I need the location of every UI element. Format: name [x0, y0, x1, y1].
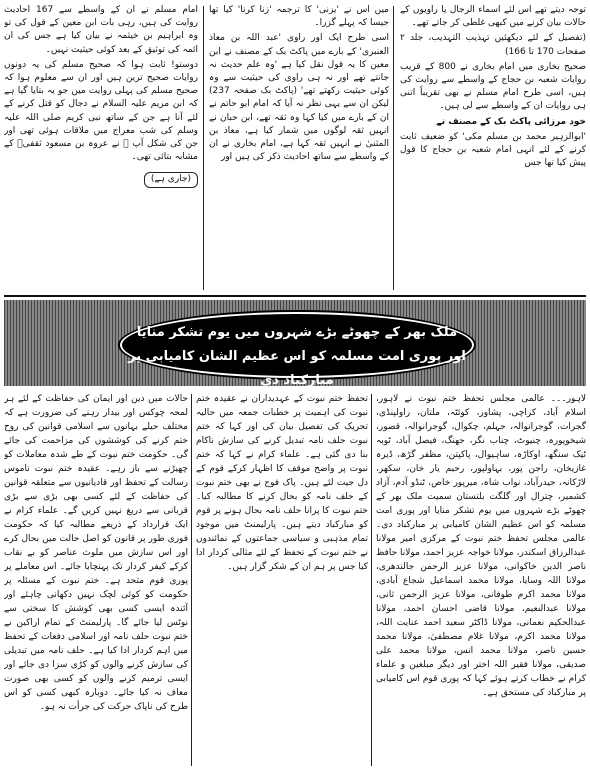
newspaper-page [4, 4, 586, 769]
article-column-right [376, 392, 586, 769]
paragraph: صحیح بخاری میں امام بخاری نے 800 کے قریب روایات شعبہ بن حجاج کے واسطے سے روایت کی ہیں، اسی طرح امام مسلم نے بھی تقریباً اتنی ہی روایات ان کے واسطے سے لی ہیں۔ [400, 61, 586, 112]
headline-line-1: ملک بھر کے چھوٹے بڑے شہروں میں یوم تشکر منایا [136, 325, 458, 340]
paragraph: 'ابوالزہیر محمد بن مسلم مکی' کو ضعیف ثابت کرنے کے لئے انہی امام شعبہ بن حجاج کا قول پیش کیا تھا جس [400, 131, 586, 169]
article-continuation [4, 4, 586, 294]
headline-oval [120, 312, 474, 388]
column-left [4, 4, 198, 294]
subheading: خود مرزائی پاکٹ بک کے مصنف نے [436, 116, 586, 127]
column-right [400, 4, 586, 294]
continued-label: (جاری ہے) [144, 172, 198, 187]
paragraph: لاہور۔۔۔ عالمی مجلس تحفظ ختم نبوت نے لاہور، اسلام آباد، کراچی، پشاور، کوئٹہ، ملتان، راولپنڈی، گجرات، گوجرانوالہ، جہلم، چکوال، گوجرانوالہ، قصور، شیخوپورہ، چنیوٹ، چناب نگر، جھنگ، فیصل آباد، ٹوبہ ٹیک سنگھ، اوکاڑہ، ساہیوال، پاکپتن، مظفر گڑھ، ڈیرہ غازیخان، راجن پور، بہاولپور، رحیم یار خان، سکھر، لاڑکانہ، حیدرآباد، نواب شاہ، میرپور خاص، ٹنڈو آدم، آزاد کشمیر، چترال اور گلگت بلتستان سمیت ملک بھر کے چھوٹے بڑے شہروں میں یوم تشکر منایا اور پوری امت مسلمہ کو اس عظیم الشان کامیابی پر مبارکباد دی۔ عالمی مجلس تحفظ ختم نبوت کے مرکزی امیر مولانا عبدالرزاق اسکندر، مولانا خواجہ عزیز احمد، مولانا حافظ ناصر الدین خاکوانی، مولانا عزیز الرحمن جالندھری، مولانا اللہ وسایا، مولانا محمد اسماعیل شجاع آبادی، مولانا محمد اکرم طوفانی، مولانا عزیز الرحمن ثانی، مولانا عبدالنعیم، مولانا قاضی احسان احمد، مولانا عبدالحکیم نعمانی، مولانا ڈاکٹر سعید احمد عنایت اللہ، مولانا محمد اکرم، مولانا غلام مصطفیٰ، مولانا محمد حسین ناصر، مولانا محمد انس، مولانا محمد علی صدیقی، مولانا فقیر اللہ اختر اور دیگر مبلغین و علماء کرام نے خطاب کرتے ہوئے کہا کہ پوری قوم اس کامیابی پر مبارکباد کی مستحق ہے۔ [376, 394, 586, 698]
paragraph: تحفظ ختم نبوت کے عہدیداران نے عقیدہ ختم نبوت کی اہمیت پر خطبات جمعہ میں حالیہ تحریک کی تفصیل بیان کی اور کہا کہ ختم نبوت حلف نامہ تبدیل کرنے کی سازش ناکام بنا دی گئی ہے۔ علماء کرام نے کہا کہ ختم نبوت پر واضح موقف کا اظہار کرکے قوم کے دل جیت لئے ہیں۔ پاک فوج نے بھی ختم نبوت کے حلف نامہ کو بحال کرنے کا مطالبہ کیا۔ ختم نبوت کا پرانا حلف نامہ بحال ہونے پر قوم کو مبارکباد دیتے ہیں۔ پارلیمنٹ میں موجود تمام مذہبی و سیاسی جماعتوں کے نمائندوں نے ختم نبوت کے تحفظ کے لئے مثالی کردار ادا کیا جس پر ہم ان کے شکر گزار ہیں۔ [196, 394, 368, 572]
headline-line-2: اور پوری امت مسلمہ کو اس عظیم الشان کامیابی پر مبارکباد دی [128, 349, 466, 388]
column-divider [191, 394, 192, 766]
column-divider [203, 6, 204, 290]
paragraph: امام مسلم نے ان کے واسطے سے 167 احادیث روایت کی ہیں، رہی بات ابن معین کے قول کی تو وہ ابراہیم بن خیثمہ نے بیان کیا ہے جس کی ان ائمہ کی توثیق کے بعد کوئی حیثیت نہیں۔ [4, 5, 198, 55]
headline-banner [4, 300, 586, 386]
paragraph: میں اس نے 'یزنی' کا ترجمہ 'زنا کرنا' کیا تھا جیسا کہ پہلے گزرا۔ [209, 5, 389, 29]
article-column-left [4, 392, 188, 769]
section-divider [4, 295, 586, 297]
paragraph: توجہ دیتے تھے اس لئے اسماء الرجال یا راویوں کے حالات بیان کرنے میں کبھی غلطی کر جاتے تھے۔ [400, 5, 586, 29]
news-article [4, 392, 586, 769]
paragraph: دوستو! ثابت ہوا کہ صحیح مسلم کی یہ دونوں روایات صحیح ترین ہیں اور ان سے معلوم ہوا کہ صحیح مسلم کی پہلی روایت میں جو یہ بتایا گیا ہے کہ ابن مریم علیہ السلام نے دجال کو قتل کرنے کے لئے آنا ہے جن کے ساتھ نبی کریم صلی اللہ علیہ وسلم کی شب معراج میں ملاقات ہوئی تھی اور جن کی شکل آپ ﷺ نے عروہ بن مسعود ثقفیؓ کے مشابہ بتائی تھی۔ [4, 59, 198, 163]
column-middle [209, 4, 389, 294]
article-column-middle [196, 392, 368, 769]
column-divider [371, 394, 372, 766]
paragraph: اسی طرح ایک اور راوی 'عبد اللہ بن معاذ العنبری' کے بارے میں پاکٹ بک کے مصنف نے ابن معین کا یہ قول نقل کیا ہے 'وہ علم حدیث نہ جانتے تھے اور نہ ہی راوی کی حیثیت سے وہ کوئی حیثیت رکھتے تھے' (پاکٹ بک صفحہ 237) لیکن ان سے یہی نظر نہ آیا کہ امام ابو حاتم نے ان کے بارے میں کیا کہا وہ ثقہ تھے، ابن حبان نے انہیں ثقہ لوگوں میں شمار کیا ہے، معاذ بن المثنیٰ نے انہیں ثقہ کہا ہے، امام بخاری نے ان کے واسطے سے ساتھ احادیث ذکر کی ہیں اور [209, 33, 389, 163]
citation: (تفصیل کے لئے دیکھئیں تہذیب التہذیب، جلد ۲ صفحات 170 تا 166) [400, 33, 586, 57]
paragraph: حالات میں دین اور ایمان کی حفاظت کے لئے ہر لمحہ چوکس اور بیدار رہنے کی ضرورت ہے کہ مختلف حیلے بہانوں سے اسلامی قوانین کی روح ختم کرنے کی کوششوں کی مزاحمت کی جائے گی۔ حکومت ختم نبوت کے طے شدہ معاملات کو چھیڑنے سے باز رہے۔ عقیدہ ختم نبوت ناموس رسالت کے تحفظ اور قادیانیوں سے متعلقہ قوانین کی حفاظت کے لئے کسی بھی بڑی سے بڑی قربانی سے دریغ نہیں کریں گے۔ علماء کرام نے ایک قرارداد کے ذریعے مطالبہ کیا کہ حکومت فوری طور پر قانون کو اصل حالت میں بحال کرے اور اس سازش میں ملوث عناصر کو بے نقاب کرکے کیفر کردار تک پہنچایا جائے۔ اس معاملے پر پوری قوم متحد ہے۔ ختم نبوت کے مسئلہ پر حکومت کو کوئی لچک نہیں دکھانی چاہئے اور آئندہ ایسی کسی بھی کوشش کا سختی سے نوٹس لیا جائے گا۔ پارلیمنٹ کے تمام اراکین نے ختم نبوت حلف نامہ اور اسلامی دفعات کے تحفظ میں اہم کردار ادا کیا ہے۔ حلف نامہ میں تبدیلی کی سازش کرنے والوں کو کڑی سزا دی جائے اور ایسی ترمیم کرنے والوں کو کسی بھی صورت معاف نہ کیا جائے۔ دوبارہ کبھی کسی کو اس طرح کی ناپاک حرکت کی جرأت نہ ہو۔ [4, 394, 188, 712]
column-divider [393, 6, 394, 290]
